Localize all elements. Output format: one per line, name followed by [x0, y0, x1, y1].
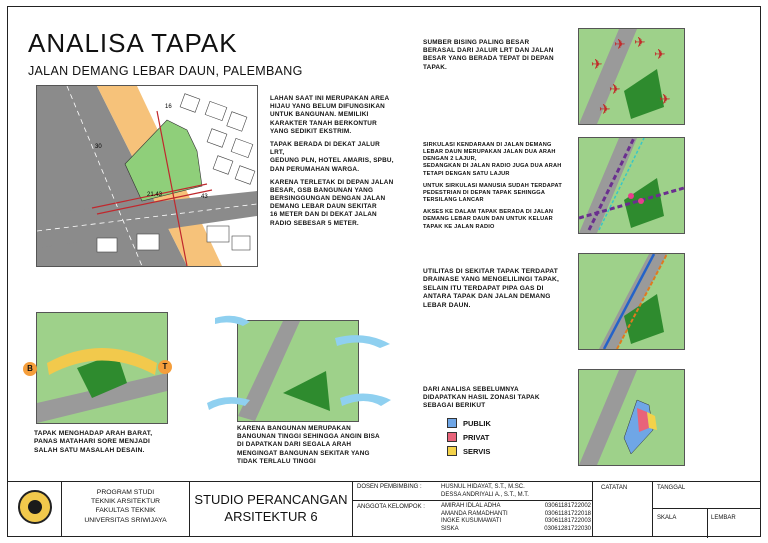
svg-text:✈: ✈ [614, 37, 626, 53]
institution-cell [62, 482, 190, 537]
circulation-note-3: AKSES KE DALAM TAPAK BERADA DI JALAN DEMANG LEBAR DAUN DAN UNTUK KELUAR TAPAK KE JALAN RADIO [423, 209, 554, 230]
anggota-label: ANGGOTA KELOMPOK : [357, 504, 425, 510]
page-subtitle: JALAN DEMANG LEBAR DAUN, PALEMBANG [28, 64, 303, 78]
tanggal-label: TANGGAL [657, 485, 686, 491]
university-logo [18, 490, 52, 524]
site-note-1: LAHAN SAAT INI MERUPAKAN AREA HIJAU YANG BELUM DIFUNGSIKAN UNTUK BANGUNAN. MEMILIKI KARAKTER TANAH BERKONTUR YANG SEDIKIT EKSTRIM. [270, 95, 390, 135]
member-name: AMIRAH IDLAL ADHA [441, 503, 501, 509]
studio-name: STUDIO PERANCANGAN [194, 492, 348, 507]
zoning-legend [447, 418, 491, 460]
svg-text:✈: ✈ [654, 47, 666, 63]
utility-note: UTILITAS DI SEKITAR TAPAK TERDAPAT DRAINASE YANG MENGELILINGI TAPAK, SELAIN ITU TERDAPAT PIPA GAS DI ANTARA TAPAK DAN JALAN DEMANG LEBAR DAUN. [423, 268, 560, 309]
svg-text:✈: ✈ [599, 102, 611, 118]
site-note-3: KARENA TERLETAK DI DEPAN JALAN BESAR, GSB BANGUNAN YANG BERSINGGUNGAN DENGAN JALAN DEMANG LEBAR DAUN SEKITAR 16 METER DAN DI DEKAT JALAN RADIO SEBESAR 5 METER. [270, 178, 394, 227]
dim-right: 43 [201, 194, 208, 200]
catatan-cell [593, 482, 653, 537]
circulation-map [578, 137, 685, 234]
institution-line: UNIVERSITAS SRIWIJAYA [84, 516, 167, 524]
dim-left: 30 [95, 144, 102, 150]
dosen-label: DOSEN PEMBIMBING : [357, 484, 422, 490]
svg-text:✈: ✈ [634, 35, 646, 51]
site-plan-map [36, 85, 258, 267]
wind-note: KARENA BANGUNAN MERUPAKAN BANGUNAN TINGGI SEHINGGA ANGIN BISA DI DAPATKAN DARI SEGALA ARAH MENGINGAT BANGUNAN SEKITAR YANG TIDAK TERLALU TINGGI [237, 425, 380, 465]
legend-privat: PRIVAT [447, 432, 491, 442]
institution-line: PROGRAM STUDI [96, 489, 155, 496]
legend-swatch-servis [447, 446, 457, 456]
noise-note: SUMBER BISING PALING BESAR BERASAL DARI JALUR LRT DAN JALAN BESAR YANG BERADA TEPAT DI DEPAN TAPAK. [423, 39, 554, 71]
legend-publik: PUBLIK [447, 418, 491, 428]
sun-note: TAPAK MENGHADAP ARAH BARAT, PANAS MATAHARI SORE MENJADI SALAH SATU MASALAH DESAIN. [34, 430, 153, 454]
member-name: SISKA [441, 525, 459, 532]
sun-map [36, 312, 168, 424]
catatan-label: CATATAN [601, 485, 628, 491]
skala-label: SKALA [657, 515, 677, 521]
dosen-name: DESSA ANDRIYALI A., S.T., M.T. [441, 492, 529, 498]
site-note-2: TAPAK BERADA DI DEKAT JALUR LRT, GEDUNG PLN, HOTEL AMARIS, SPBU, DAN PERUMAHAN WARGA. [270, 140, 394, 173]
site-notes [270, 95, 395, 233]
institution-line: TEKNIK ARSITEKTUR [90, 498, 161, 506]
sun-west-marker: B [23, 362, 37, 376]
meta-cell [653, 482, 761, 537]
sun-east-marker: T [158, 360, 172, 374]
circulation-note-2: UNTUK SIRKULASI MANUSIA SUDAH TERDAPAT PEDESTRIAN DI DEPAN TAPAK SEHINGGA TERSILANG LANCAR [423, 182, 562, 204]
dim-top: 16 [165, 104, 172, 110]
circulation-note-1: SIRKULASI KENDARAAN DI JALAN DEMANG LEBAR DAUN MERUPAKAN JALAN DUA ARAH DENGAN 2 LAJUR, SEDANGKAN DI JALAN RADIO JUGA DUA ARAH TETAPI DENGAN SATU LAJUR [423, 142, 562, 177]
legend-swatch-publik [447, 418, 457, 428]
team-cell [353, 482, 593, 537]
zoning-note: DARI ANALISA SEBELUMNYA DIDAPATKAN HASIL ZONASI TAPAK SEBAGAI BERIKUT [423, 386, 540, 410]
noise-map [578, 28, 685, 125]
title-block [7, 481, 761, 538]
utility-map [578, 253, 685, 350]
svg-text:✈: ✈ [659, 92, 671, 108]
institution-line: FAKULTAS TEKNIK [95, 507, 156, 515]
studio-course: ARSITEKTUR 6 [224, 508, 318, 524]
studio-cell [190, 482, 353, 537]
member-name: INGKE KUSUMAWATI [441, 518, 502, 524]
noise-plane-icon: ✈ [591, 57, 603, 73]
circulation-notes [423, 142, 573, 236]
svg-text:✈: ✈ [609, 82, 621, 98]
member-nim: 03061181722002 [544, 503, 591, 509]
wind-arrows [205, 308, 395, 423]
member-nim: 03061281722030 [544, 525, 591, 532]
member-name: AMANDA RAMADHANTI [441, 510, 508, 517]
zoning-map [578, 369, 685, 466]
member-nim: 03061181722003 [544, 518, 591, 524]
member-nim: 03061181722018 [544, 510, 591, 517]
legend-swatch-privat [447, 432, 457, 442]
site-plan-drawing [37, 86, 257, 266]
page-title: ANALISA TAPAK [28, 28, 238, 58]
dim-bottom: 21.43 [147, 192, 163, 198]
logo-cell [7, 482, 62, 537]
lembar-label: LEMBAR [711, 515, 736, 521]
dosen-name: HUSNUL HIDAYAT, S.T., M.SC. [441, 484, 525, 490]
legend-servis: SERVIS [447, 446, 491, 456]
